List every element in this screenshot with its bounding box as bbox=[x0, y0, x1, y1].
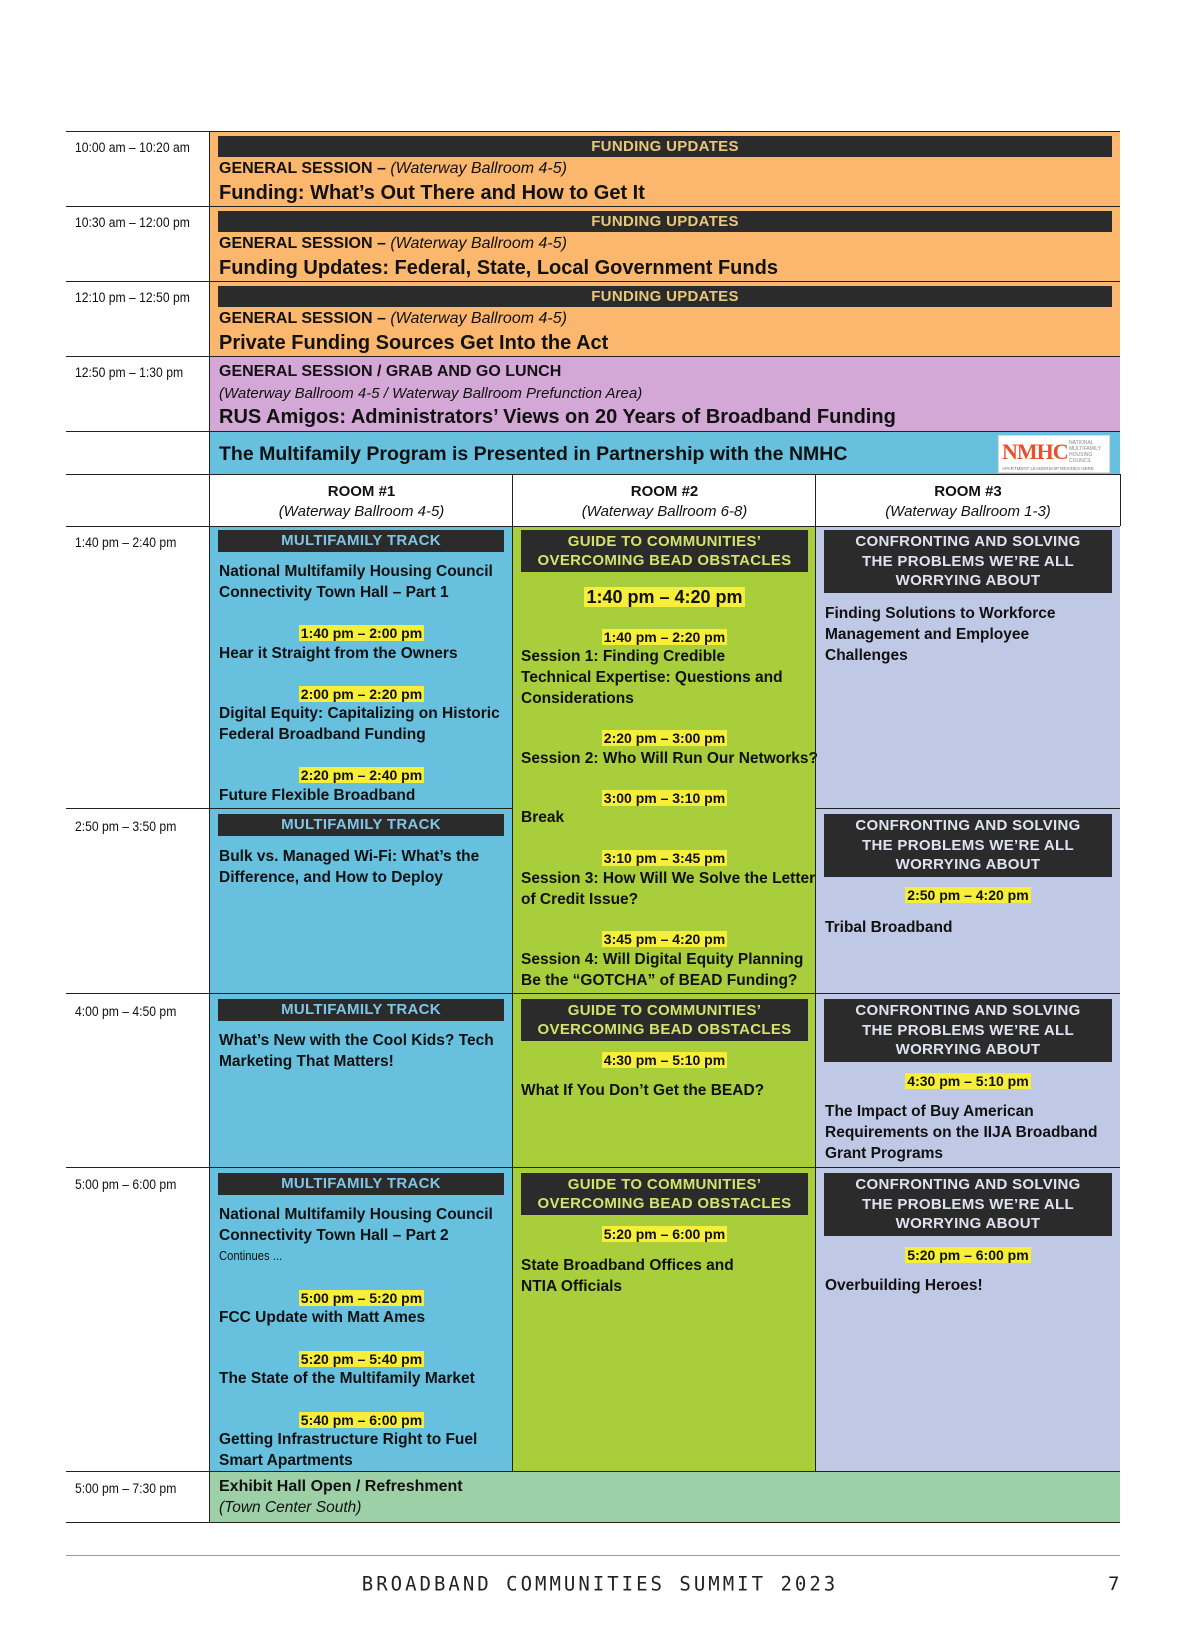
item-title-line: Technical Expertise: Questions and bbox=[521, 669, 783, 686]
time-badge: 4:30 pm – 5:10 pm bbox=[907, 1073, 1029, 1089]
item-title-line: State Broadband Offices and bbox=[521, 1257, 734, 1274]
room-1-title-line: National Multifamily Housing Council bbox=[219, 1206, 493, 1223]
session-location: (Waterway Ballroom 4-5) bbox=[390, 235, 567, 252]
room-1-title-line: Connectivity Town Hall – Part 2 bbox=[219, 1227, 449, 1244]
session-title: RUS Amigos: Administrators’ Views on 20 Years of Broadband Funding bbox=[219, 406, 896, 428]
item-title-line: Marketing That Matters! bbox=[219, 1053, 394, 1070]
time-badge: 5:20 pm – 5:40 pm bbox=[300, 1351, 423, 1367]
time-badge: 4:30 pm – 5:10 pm bbox=[603, 1052, 726, 1068]
time-exhibit: 5:00 pm – 7:30 pm bbox=[75, 1481, 177, 1496]
time-badge: 2:20 pm – 3:00 pm bbox=[603, 730, 726, 746]
range-badge-wrap bbox=[513, 586, 816, 608]
item-title bbox=[521, 1255, 734, 1297]
confronting-track-line: WORRYING ABOUT bbox=[895, 572, 1041, 590]
time-badge-wrap bbox=[210, 685, 513, 704]
time-badge-wrap bbox=[513, 1051, 816, 1070]
time-badge: 3:00 pm – 3:10 pm bbox=[603, 790, 726, 806]
grid-line bbox=[1120, 474, 1121, 526]
grid-line bbox=[66, 206, 1120, 207]
session-type: GENERAL SESSION / GRAB AND GO LUNCH bbox=[219, 363, 562, 380]
time-badge-wrap bbox=[210, 1411, 513, 1430]
time-badge-wrap bbox=[513, 1225, 816, 1244]
time-badge-wrap bbox=[210, 1350, 513, 1369]
item-title: Future Flexible Broadband bbox=[219, 787, 416, 804]
guide-track-line: GUIDE TO COMMUNITIES’ bbox=[567, 532, 762, 550]
room-1-header: ROOM #1 bbox=[327, 483, 396, 500]
time-badge: 2:50 pm – 4:20 pm bbox=[907, 887, 1029, 903]
time-badge: 3:45 pm – 4:20 pm bbox=[603, 931, 726, 947]
confronting-track-line: THE PROBLEMS WE’RE ALL bbox=[862, 836, 1074, 854]
nmhc-logo-tagline: APARTMENT LEADERSHIP RESIDES HERE bbox=[1002, 466, 1094, 471]
item-title-line: Be the “GOTCHA” of BEAD Funding? bbox=[521, 972, 798, 989]
time-badge: 2:00 pm – 2:20 pm bbox=[300, 686, 423, 702]
time-badge-wrap bbox=[210, 1289, 513, 1308]
confronting-track-line: THE PROBLEMS WE’RE ALL bbox=[862, 552, 1074, 570]
grid-line bbox=[66, 526, 1120, 527]
range-badge: 1:40 pm – 4:20 pm bbox=[586, 587, 743, 607]
guide-track-bar bbox=[521, 530, 808, 572]
guide-track-line: OVERCOMING BEAD OBSTACLES bbox=[537, 1021, 792, 1038]
item-title: The State of the Multifamily Market bbox=[219, 1370, 475, 1387]
time-block-4: 5:00 pm – 6:00 pm bbox=[75, 1177, 177, 1192]
confronting-track-line: CONFRONTING AND SOLVING bbox=[855, 1176, 1081, 1194]
time-row-3: 12:10 pm – 12:50 pm bbox=[75, 290, 190, 305]
time-badge: 2:20 pm – 2:40 pm bbox=[300, 767, 423, 783]
item-title-line: Federal Broadband Funding bbox=[219, 726, 426, 743]
session-location: (Waterway Ballroom 4-5) bbox=[390, 310, 567, 327]
room-3-location: (Waterway Ballroom 1-3) bbox=[885, 503, 1051, 520]
item-title-line: NTIA Officials bbox=[521, 1278, 623, 1295]
time-badge: 5:00 pm – 5:20 pm bbox=[300, 1290, 423, 1306]
room-2-header: ROOM #2 bbox=[630, 483, 699, 500]
grid-line bbox=[816, 808, 1120, 809]
item-title-line: What’s New with the Cool Kids? Tech bbox=[219, 1032, 494, 1049]
grid-line bbox=[66, 808, 513, 809]
guide-track-line: OVERCOMING BEAD OBSTACLES bbox=[537, 552, 792, 569]
time-block-3: 4:00 pm – 4:50 pm bbox=[75, 1004, 177, 1019]
item-title-line: Smart Apartments bbox=[219, 1452, 353, 1469]
time-badge: 1:40 pm – 2:00 pm bbox=[300, 625, 423, 641]
grid-line bbox=[66, 431, 1120, 432]
room-1-location: (Waterway Ballroom 4-5) bbox=[278, 503, 445, 520]
time-row-1: 10:00 am – 10:20 am bbox=[75, 140, 190, 155]
guide-track-bar bbox=[521, 1173, 808, 1215]
partner-text: The Multifamily Program is Presented in Partnership with the NMHC bbox=[219, 443, 848, 465]
grid-line bbox=[209, 131, 210, 1522]
item-title-line: Session 1: Finding Credible bbox=[521, 648, 726, 665]
room-3-header: ROOM #3 bbox=[934, 483, 1002, 500]
time-block-2: 2:50 pm – 3:50 pm bbox=[75, 819, 177, 834]
session-type: GENERAL SESSION bbox=[219, 235, 373, 252]
grid-line bbox=[66, 1522, 1120, 1523]
item-title bbox=[219, 1030, 494, 1072]
time-badge: 1:40 pm – 2:20 pm bbox=[603, 629, 726, 645]
session-title: Private Funding Sources Get Into the Act bbox=[219, 332, 609, 354]
exhibit-location: (Town Center South) bbox=[219, 1499, 362, 1516]
grid-line bbox=[66, 474, 1120, 475]
footer-title: BROADBAND COMMUNITIES SUMMIT 2023 bbox=[361, 1572, 839, 1596]
grid-line bbox=[66, 1167, 1120, 1168]
item-title bbox=[521, 646, 783, 709]
grid-line bbox=[66, 131, 1120, 132]
confronting-track-line: THE PROBLEMS WE’RE ALL bbox=[862, 1195, 1074, 1213]
guide-track-line: OVERCOMING BEAD OBSTACLES bbox=[537, 1195, 792, 1212]
time-row-2: 10:30 am – 12:00 pm bbox=[75, 215, 190, 230]
grid-line bbox=[66, 993, 1120, 994]
time-badge-wrap bbox=[513, 628, 816, 647]
time-badge-wrap bbox=[210, 624, 513, 643]
continues-note: Continues ... bbox=[219, 1249, 283, 1263]
item-title bbox=[219, 703, 500, 745]
confronting-track-line: WORRYING ABOUT bbox=[895, 856, 1041, 874]
exhibit-title: Exhibit Hall Open / Refreshment bbox=[219, 1478, 463, 1495]
room-1-title bbox=[219, 1204, 493, 1246]
time-badge-wrap bbox=[513, 930, 816, 949]
confronting-track-bar bbox=[824, 1173, 1112, 1236]
confronting-track-line: THE PROBLEMS WE’RE ALL bbox=[862, 1021, 1074, 1039]
item-title-line: Grant Programs bbox=[825, 1145, 944, 1162]
guide-track-line: GUIDE TO COMMUNITIES’ bbox=[567, 1175, 762, 1193]
item-title: Session 2: Who Will Run Our Networks? bbox=[521, 750, 818, 767]
multifamily-track-bar: MULTIFAMILY TRACK bbox=[218, 1173, 504, 1195]
time-badge: 3:10 pm – 3:45 pm bbox=[603, 850, 726, 866]
grid-line bbox=[66, 1471, 1120, 1472]
track-bar-funding: FUNDING UPDATES bbox=[218, 211, 1112, 232]
confronting-track-line: WORRYING ABOUT bbox=[895, 1215, 1041, 1233]
nmhc-logo-name: NATIONAL MULTIFAMILY HOUSING COUNCIL bbox=[1069, 440, 1101, 464]
item-title bbox=[521, 949, 803, 991]
time-badge-wrap bbox=[513, 789, 816, 808]
item-title: Break bbox=[521, 809, 565, 826]
guide-track-line: GUIDE TO COMMUNITIES’ bbox=[567, 1001, 762, 1019]
time-badge-wrap bbox=[210, 766, 513, 785]
room-2-location: (Waterway Ballroom 6-8) bbox=[581, 503, 748, 520]
multifamily-track-bar: MULTIFAMILY TRACK bbox=[218, 530, 504, 552]
session-label: GENERAL SESSION – (Waterway Ballroom 4-5) bbox=[219, 310, 567, 327]
room-1-title bbox=[219, 561, 493, 603]
guide-track-bar bbox=[521, 999, 808, 1041]
item-title: What If You Don’t Get the BEAD? bbox=[521, 1082, 765, 1099]
item-title bbox=[521, 868, 815, 910]
grid-line bbox=[815, 474, 816, 1472]
confronting-track-line: CONFRONTING AND SOLVING bbox=[855, 1002, 1081, 1020]
time-badge-wrap bbox=[513, 849, 816, 868]
item-title-line: Session 4: Will Digital Equity Planning bbox=[521, 951, 804, 968]
item-title-line: Finding Solutions to Workforce bbox=[825, 605, 1056, 622]
item-title-line: of Credit Issue? bbox=[521, 891, 639, 908]
confronting-track-line: CONFRONTING AND SOLVING bbox=[855, 533, 1081, 551]
session-location: (Waterway Ballroom 4-5 / Waterway Ballroom Prefunction Area) bbox=[219, 385, 643, 402]
grid-line bbox=[66, 356, 1120, 357]
multifamily-track-bar: MULTIFAMILY TRACK bbox=[218, 814, 504, 836]
item-title-line: Management and Employee bbox=[825, 626, 1030, 643]
time-row-4: 12:50 pm – 1:30 pm bbox=[75, 365, 184, 380]
session-type: GENERAL SESSION bbox=[219, 160, 373, 177]
item-title: Tribal Broadband bbox=[825, 919, 953, 936]
item-title-line: The Impact of Buy American bbox=[825, 1103, 1034, 1120]
item-title-line: Challenges bbox=[825, 647, 908, 664]
session-title: Funding: What’s Out There and How to Get It bbox=[219, 182, 645, 204]
confronting-track-line: WORRYING ABOUT bbox=[895, 1041, 1041, 1059]
item-title-line: Difference, and How to Deploy bbox=[219, 869, 443, 886]
item-title: FCC Update with Matt Ames bbox=[219, 1309, 426, 1326]
nmhc-logo-mark: NMHC bbox=[1002, 439, 1068, 464]
confronting-track-bar bbox=[824, 530, 1112, 593]
item-title-line: Session 3: How Will We Solve the Letter bbox=[521, 870, 816, 887]
time-block-1: 1:40 pm – 2:40 pm bbox=[75, 535, 177, 550]
session-title: Funding Updates: Federal, State, Local Government Funds bbox=[219, 257, 778, 279]
confronting-track-line: CONFRONTING AND SOLVING bbox=[855, 817, 1081, 835]
time-badge: 5:20 pm – 6:00 pm bbox=[603, 1226, 726, 1242]
item-title bbox=[825, 603, 1055, 666]
time-badge-wrap bbox=[816, 1072, 1120, 1091]
session-label: GENERAL SESSION – (Waterway Ballroom 4-5) bbox=[219, 160, 567, 177]
confronting-track-bar bbox=[824, 999, 1112, 1062]
time-badge: 5:40 pm – 6:00 pm bbox=[300, 1412, 423, 1428]
time-badge-wrap bbox=[816, 886, 1120, 905]
item-title bbox=[825, 1101, 1097, 1164]
grid-line bbox=[66, 281, 1120, 282]
room-1-title-line: Connectivity Town Hall – Part 1 bbox=[219, 584, 449, 601]
nmhc-logo bbox=[998, 435, 1110, 473]
track-bar-funding: FUNDING UPDATES bbox=[218, 286, 1112, 307]
item-title-line: Getting Infrastructure Right to Fuel bbox=[219, 1431, 478, 1448]
item-title: Overbuilding Heroes! bbox=[825, 1277, 983, 1294]
session-label: GENERAL SESSION – (Waterway Ballroom 4-5) bbox=[219, 235, 567, 252]
confronting-track-bar bbox=[824, 814, 1112, 877]
item-title bbox=[219, 1429, 477, 1471]
item-title-line: Requirements on the IIJA Broadband bbox=[825, 1124, 1098, 1141]
item-title bbox=[219, 846, 479, 888]
item-title: Hear it Straight from the Owners bbox=[219, 645, 458, 662]
room-1-title-line: National Multifamily Housing Council bbox=[219, 563, 493, 580]
multifamily-track-bar: MULTIFAMILY TRACK bbox=[218, 999, 504, 1021]
time-badge-wrap bbox=[816, 1246, 1120, 1265]
page-number: 7 bbox=[1108, 1573, 1120, 1595]
time-badge-wrap bbox=[513, 729, 816, 748]
track-bar-funding: FUNDING UPDATES bbox=[218, 136, 1112, 157]
grid-line bbox=[512, 474, 513, 1472]
item-title-line: Bulk vs. Managed Wi-Fi: What’s the bbox=[219, 848, 480, 865]
session-location: (Waterway Ballroom 4-5) bbox=[390, 160, 567, 177]
item-title-line: Digital Equity: Capitalizing on Historic bbox=[219, 705, 500, 722]
footer-rule bbox=[66, 1555, 1120, 1556]
item-title-line: Considerations bbox=[521, 690, 634, 707]
time-badge: 5:20 pm – 6:00 pm bbox=[907, 1247, 1029, 1263]
session-type: GENERAL SESSION bbox=[219, 310, 373, 327]
